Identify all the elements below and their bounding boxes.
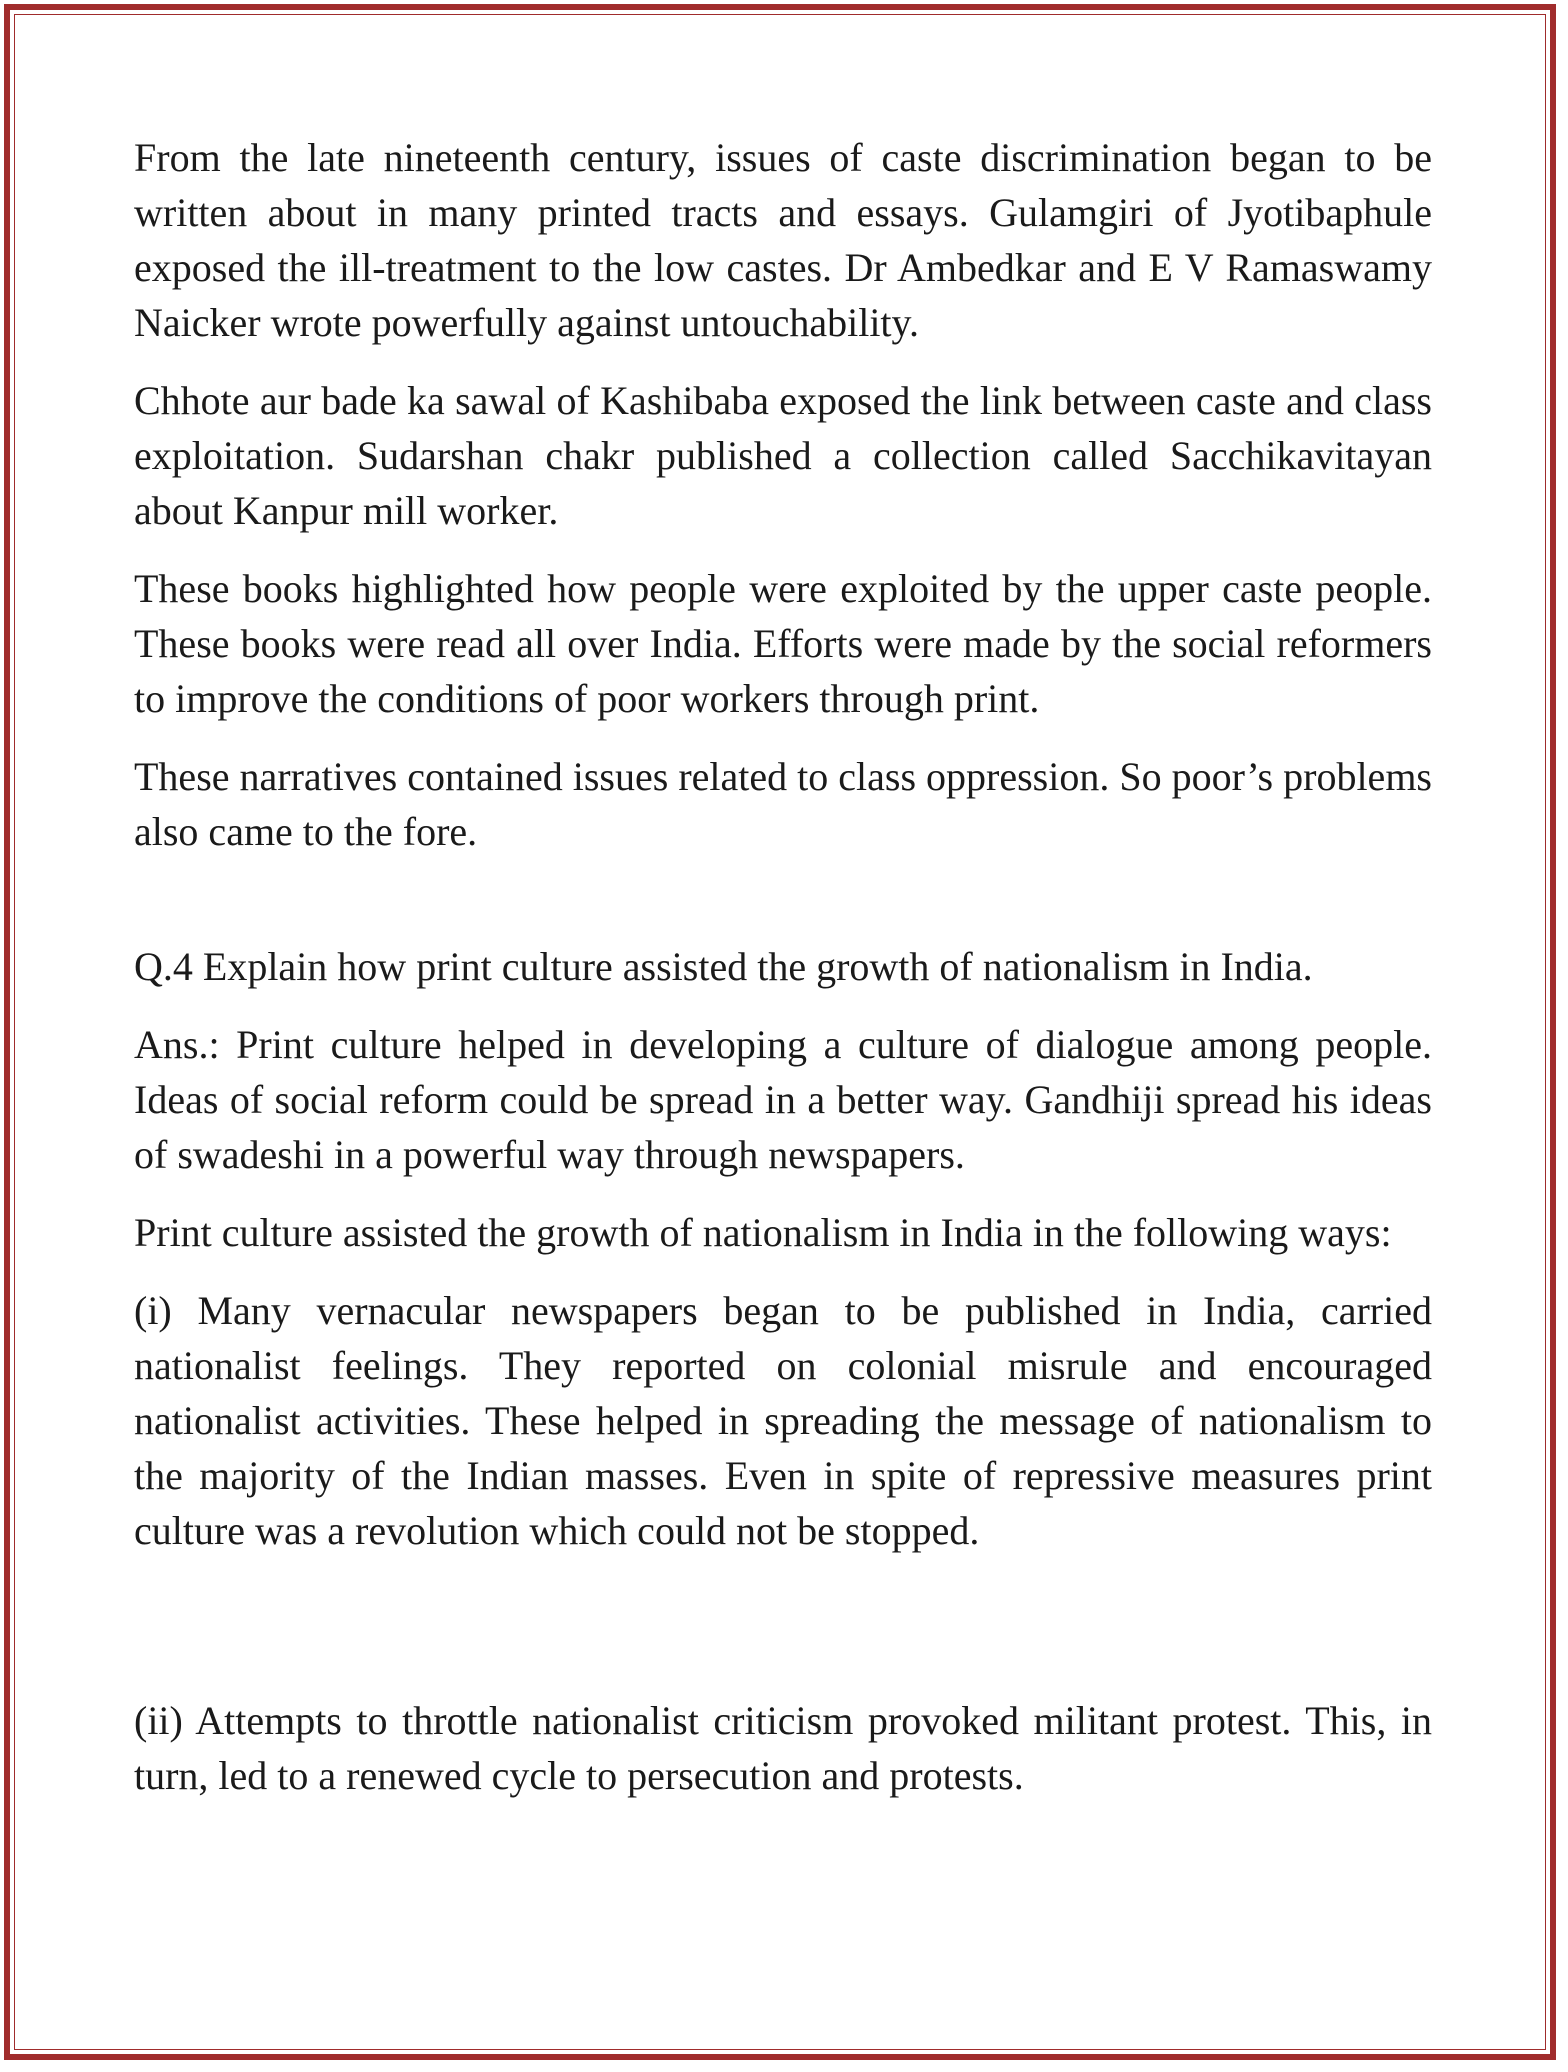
answer-point-i: (i) Many vernacular newspapers began to be published in India, carried nationalist feelings. They reported on colonial misrule and encouraged nationalist activities. These helped in spreading the message of nationalism to the majority of the Indian masses. Even in spite of repressive measures print culture was a revolution which could not be stopped. <box>134 1288 1432 1553</box>
paragraph-kashibaba: Chhote aur bade ka sawal of Kashibaba exposed the link between caste and class exploitation. Sudarshan chakr published a collection called Sacchikavitayan about Kanpur mill worker. <box>134 378 1432 533</box>
answer-ways-intro: Print culture assisted the growth of nationalism in India in the following ways: <box>134 1210 1392 1255</box>
question-4: Q.4 Explain how print culture assisted the growth of nationalism in India. <box>134 944 1313 989</box>
answer-intro: Ans.: Print culture helped in developing a culture of dialogue among people. Ideas of social reform could be spread in a better way. Gandhiji spread his ideas of swadeshi in a powerful way through newspapers. <box>134 1022 1432 1177</box>
paragraph-books-exploitation: These books highlighted how people were exploited by the upper caste people. These books were read all over India. Efforts were made by the social reformers to improve the conditions of poor workers through print. <box>134 566 1432 721</box>
paragraph-class-oppression: These narratives contained issues related to class oppression. So poor’s problems also came to the fore. <box>134 754 1432 854</box>
paragraph-caste-discrimination: From the late nineteenth century, issues of caste discrimination began to be written about in many printed tracts and essays. Gulamgiri of Jyotibaphule exposed the ill-treatment to the low castes. Dr Ambedkar and E V Ramaswamy Naicker wrote powerfully against untouchability. <box>134 135 1432 345</box>
document-body <box>134 130 1432 1803</box>
answer-point-ii: (ii) Attempts to throttle nationalist criticism provoked militant protest. This, in turn, led to a renewed cycle to persecution and protests. <box>134 1698 1432 1798</box>
